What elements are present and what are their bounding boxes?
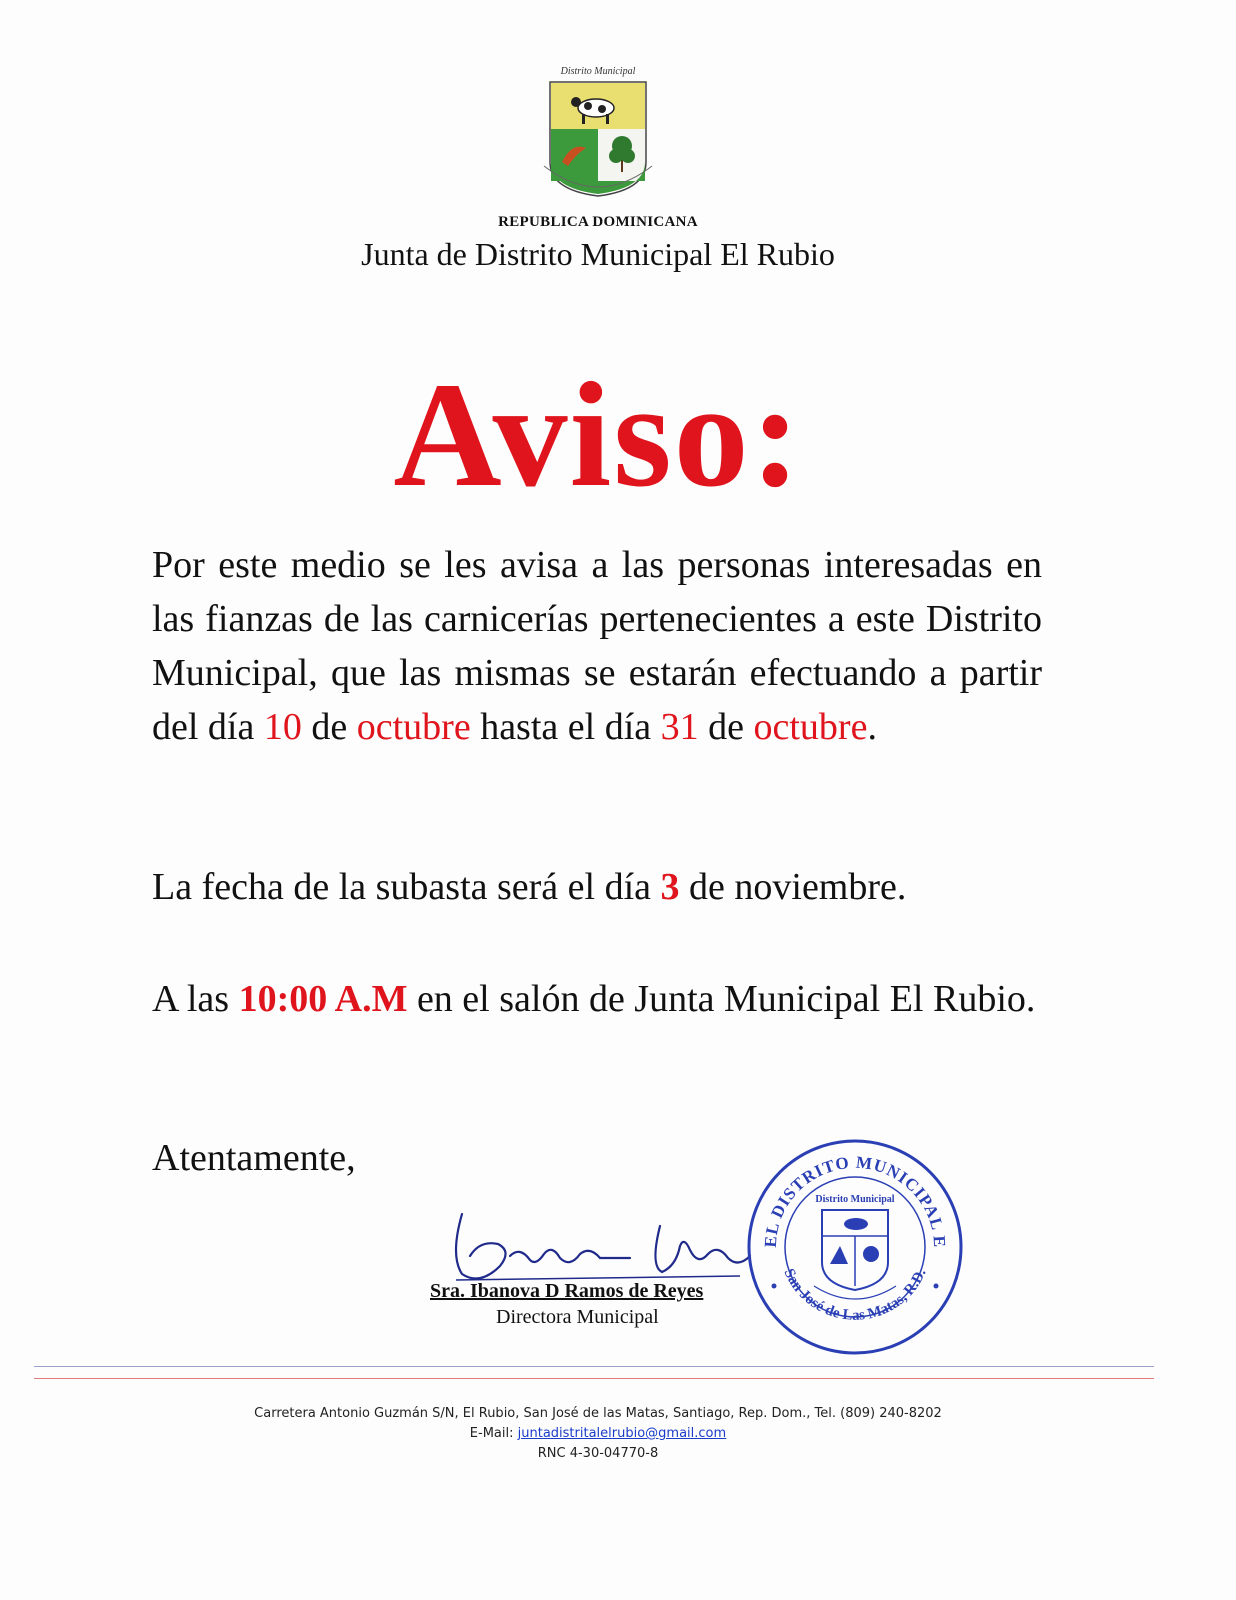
footer-divider-blue [34, 1366, 1154, 1367]
until-text: hasta el día [480, 706, 652, 748]
email-label: E-Mail: [469, 1426, 514, 1441]
footer-email-line [0, 1426, 1196, 1441]
footer-divider-red [34, 1378, 1154, 1379]
footer-address: Carretera Antonio Guzmán S/N, El Rubio, San José de las Matas, Santiago, Rep. Dom., Tel. (809) 240-8202 [254, 1406, 942, 1421]
start-month: octubre [356, 706, 471, 748]
notice-title: Aviso: [393, 352, 803, 518]
paragraph-intro: Por este medio se les avisa a las personas interesadas en las fianzas de las carnicerías pertenecientes a este Distrito Municipal, que las mismas se estarán efectuando a partir del día [152, 544, 1042, 748]
footer-rnc: RNC 4-30-04770-8 [537, 1446, 659, 1461]
end-day: 31 [660, 706, 699, 748]
svg-text:Distrito Municipal: Distrito Municipal [560, 66, 636, 77]
auction-intro: La fecha de la subasta será el día [152, 866, 652, 908]
de-text: de [708, 706, 744, 748]
official-stamp [744, 1136, 966, 1358]
auction-day: 3 [660, 866, 680, 908]
svg-text:JUNTA DEL DISTRITO MUNICIPAL E: EL DISTRITO MUNICIPAL E [760, 1152, 950, 1249]
end-month: octubre [753, 706, 868, 748]
country-label: REPUBLICA DOMINICANA [498, 214, 698, 230]
start-day: 10 [263, 706, 302, 748]
time-intro: A las [152, 978, 230, 1020]
de-text: de [311, 706, 348, 748]
period: . [867, 706, 877, 748]
seal-icon [744, 1136, 966, 1358]
notice-paragraph-auction-time [152, 972, 1042, 1026]
auction-month: de noviembre. [689, 866, 907, 908]
notice-paragraph-dates [152, 538, 1042, 754]
svg-text:Distrito Municipal: Distrito Municipal [815, 1194, 895, 1205]
auction-time: 10:00 A.M [238, 978, 408, 1020]
organization-title: Junta de Distrito Municipal El Rubio [361, 236, 835, 272]
closing-salutation: Atentamente, [152, 1137, 356, 1179]
notice-paragraph-auction-date [152, 860, 1042, 914]
email-link[interactable]: juntadistritalelrubio@gmail.com [517, 1426, 727, 1441]
svg-text:San José de Las Matas, R.D.: San José de Las Matas, R.D. [780, 1266, 930, 1324]
location-text: en el salón de Junta Municipal El Rubio. [416, 978, 1036, 1020]
municipal-crest [536, 62, 660, 202]
coat-of-arms-icon [536, 62, 660, 202]
signer-name: Sra. Ibanova D Ramos de Reyes [430, 1280, 704, 1302]
signer-title: Directora Municipal [496, 1306, 659, 1328]
